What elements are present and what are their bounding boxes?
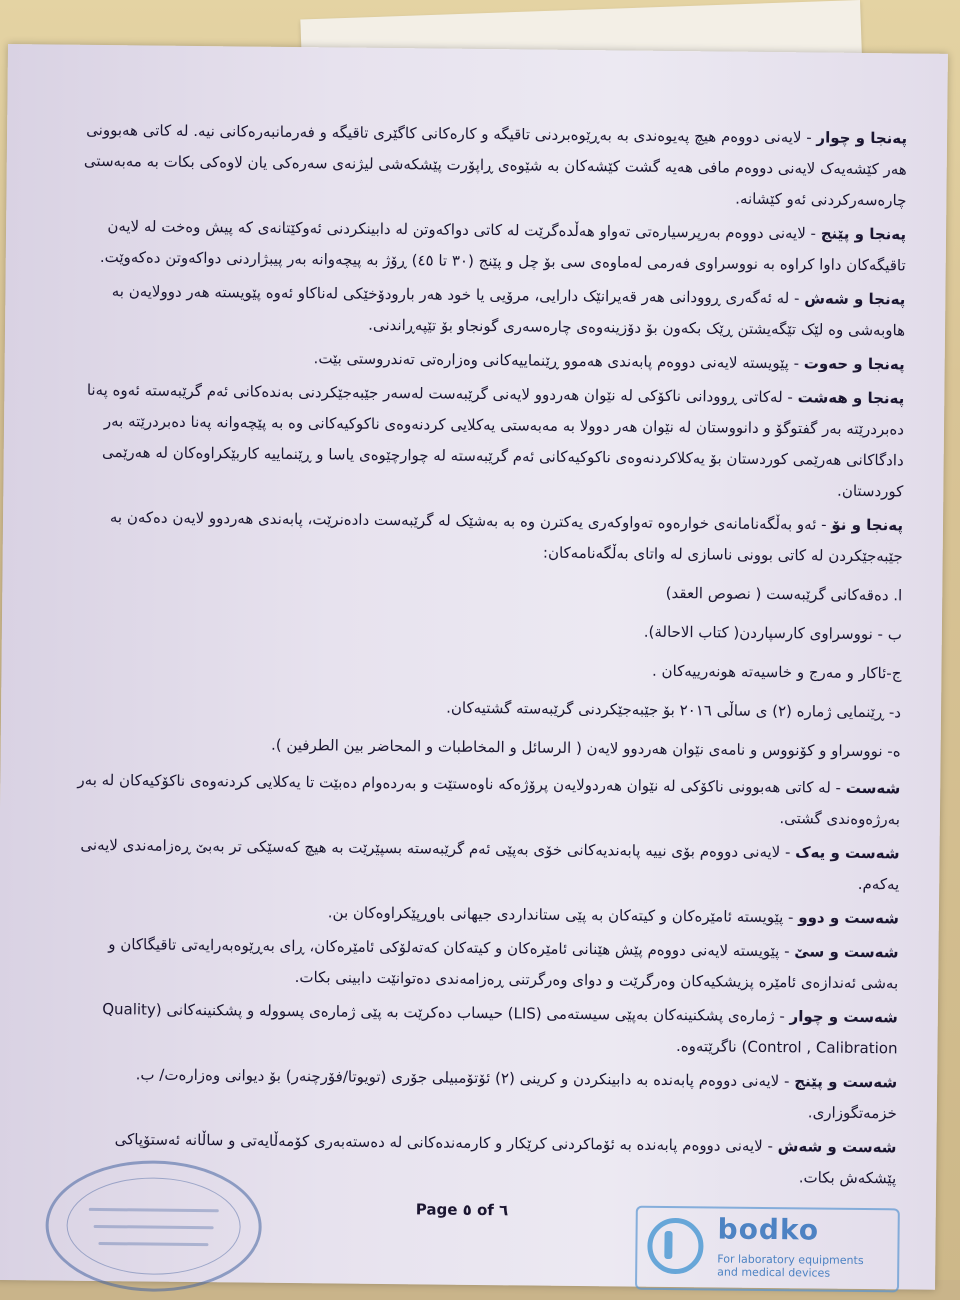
logo-mark-icon: [647, 1218, 704, 1275]
article-59: [73, 502, 904, 573]
article-term: پەنجا و حەوت: [803, 354, 905, 374]
article-63: [68, 929, 899, 1000]
article-term: پەنجا و چوار: [816, 128, 908, 148]
article-56: [75, 276, 906, 347]
document-body: [66, 115, 907, 1198]
article-64: [67, 994, 898, 1065]
article-text: - لایەنی دووەم پابەندە بە ئۆماکردنی کرێکار و کارمەندەکانی لە دەستەبەری کۆمەڵایەتی و ساڵانە ئەستۆپاکی پێشکەش بکات.: [114, 1130, 897, 1188]
article-text: - پێویستە لایەنی دووەم پێش هێنانی ئامێرەکان و کیتەکان کەتەلۆکی ئامێرەکان، ڕای بەڕێوەبەرایەتی تاقیگاکان و بەشی ئەندازەی ئامێرە پزیشکیەکان وەرگرێت و دوای وەرگرتنی ڕەزامەندی دەتوانێت دابینی بکات.: [108, 935, 899, 993]
article-term: پەنجا و شەش: [804, 289, 906, 309]
article-54: [76, 115, 907, 217]
article-text: - ژمارەی پشکنینەکان بەپێی سیستەمی (LIS) حیساب دەکرێت بە پێی ژمارەی پسووله و پشکنینەکانی (Quality Control , Calibration) ناگرێتەوە.: [102, 1000, 898, 1058]
article-text: - لایەنی دووەم بەرپرسیارەتی تەواو هەڵدەگرێت لە کاتی دواکەوتن لە دابینکردنی ئەوکێتانەی کە پیش وەخت لە لایەن تاقیگەکان داوا کراوە بە نووسراوی فەرمی لەماوەی سی بۆ چل و پێنج (٣٠ تا ٤٥) ڕۆژ بە پیچەوانە بەر پیبژاردنی دواکەوتن دەکەوێت.: [99, 217, 906, 275]
page-number: Page ٥ of ٦: [415, 1200, 509, 1220]
article-text: - ئەو بەڵگەنامانەی خوارەوە تەواوکەری یەکترن وە بە بەشێک لە گرێبەست دادەنرێت، پابەندی هەردوو لایەن دەکەن بە جێبەجێکردن لە کاتی بوونی ناسازی لە واتای بەڵگەنامەکان:: [109, 508, 903, 566]
list-item: ب - نووسراوی کارسپاردن( کتاب الاحالة).: [643, 622, 902, 644]
article-text: - پێویستە ئامێرەکان و کیتەکان بە پێی ستانداردی جیهانی باوڕپێکراوەکان بن.: [327, 903, 799, 927]
company-logo: [635, 1206, 900, 1293]
list-item: ا. دەقەکانی گرێبەست ( نصوص العقد): [665, 583, 903, 605]
article-text: - لە کاتی هەبوونی ناکۆکی لە نێوان هەردولایەن پرۆژەکە ناوەستێت و بەردەوام دەبێت تا یەکلایی کردنەوەی ناکۆکیەکان لە بەر بەرژەوەندی گشتی.: [77, 770, 901, 829]
article-term: شەست: [845, 778, 901, 798]
article-57: [75, 341, 905, 381]
article-62: [69, 895, 899, 935]
article-text: - لایەنی دووەم بۆی نییە پابەندیەکانی خۆی بەپێی ئەم گرێبەستە بسپێرێت بە هیچ کەسێکی تر بەبێ ڕەزامەندی لایەنی یەکەم.: [80, 835, 900, 894]
article-text: - لایەنی دووەم پابەندە بە دابینکردن و کرینی (٢) ئۆتۆمبیلی جۆری (تویوتا/فۆرچنەر) بۆ دیوانی وەزارەت/ ب. خزمەتگوزاری.: [135, 1065, 897, 1123]
article-55: [76, 211, 907, 282]
article-61: [69, 830, 900, 901]
logo-name: bodko: [717, 1212, 820, 1247]
article-term: شەست و دوو: [798, 908, 899, 928]
article-60: [70, 765, 901, 836]
article-term: پەنجا و نۆ: [831, 515, 904, 535]
article-58: [73, 375, 904, 508]
official-stamp-icon: [45, 1159, 262, 1292]
article-text: - لە ئەگەری ڕوودانی هەر قەیرانێک دارایی، مرۆیی یا خود هەر بارودۆخێکی لەناکاو ئەوە پێویستە هەر دوولایەن بە هاوبەشی وە لێک تێگەیشتن ڕێک بکەون بۆ دۆزینەوەی چارەسەری گونجاو بۆ تێپەڕاندنی.: [111, 282, 906, 340]
article-text: - پێویستە لایەنی دووەم پابەندی هەموو ڕێنماییەکانی وەزارەتی تەندروستی بێت.: [313, 349, 804, 373]
list-item: د- ڕێنمایی ژمارە (٢) ی ساڵی ٢٠١٦ بۆ جێبەجێکردنی گرێبەستە گشتیەکان.: [446, 698, 902, 722]
article-term: شەست و شەش: [777, 1137, 897, 1157]
article-text: - لایەنی دووەم هیچ پەیوەندی بە بەڕێوەبردنی تاقیگە و کارەکانی کاگێری تاقیگە و فەرمانبەرەکانی نیە. لە کاتی هەبوونی هەر کێشەیەک لایەنی دووەم مافی هەیە گشت کێشەکان بە شێوەی ڕاپۆرت پێشکەشی لیژنەی سەرەکی یان لاوەکی بکات بە مەبەستی چارەسەرکردنی ئەو کێشانە.: [83, 120, 907, 210]
list-item: ە- نووسراو و کۆنووس و نامەی نێوان هەردوو لایەن ( الرسائل و المخاطبات و المحاضر بين الطرفين ).: [270, 735, 901, 761]
article-text: - لەکاتی ڕوودانی ناکۆکی لە نێوان هەردوو لایەنی گرێبەست لەسەر جێبەجێکردنی بەندەکانی ئەم گرێبەستە ئەوە پەنا دەبردرێتە بەر گفتوگۆ و دانووستان لە نێوان هەر دوولا بە مەبەستی یەکلایی کردنەوەی ناکوکیەکانی وە بە پێچەوانە پەنا دەبردرێتە بەر دادگاکانی هەرێمی کوردستان بۆ یەکلاکردنەوەی ناکوکیەکانی ئەم گرێبەستە لە چوارچێوەی یاسا و ڕێنماییە کاربێکراوەکان لە هەرێمی کوردستان.: [86, 380, 905, 501]
document-page: [0, 44, 948, 1290]
logo-tagline: For laboratory equipments and medical devices: [717, 1252, 864, 1280]
article-term: شەست و پێنج: [794, 1072, 898, 1092]
article-term: پەنجا و پێنج: [820, 224, 907, 244]
article-term: شەست و چوار: [789, 1007, 898, 1027]
article-term: شەست و سێ: [794, 942, 899, 962]
article-term: شەست و یەک: [795, 843, 900, 863]
list-item: ج-ئاکار و مەرج و خاسیەتە هونەرییەکان .: [651, 661, 902, 683]
article-65: [67, 1059, 898, 1130]
article-term: پەنجا و هەشت: [797, 388, 905, 408]
